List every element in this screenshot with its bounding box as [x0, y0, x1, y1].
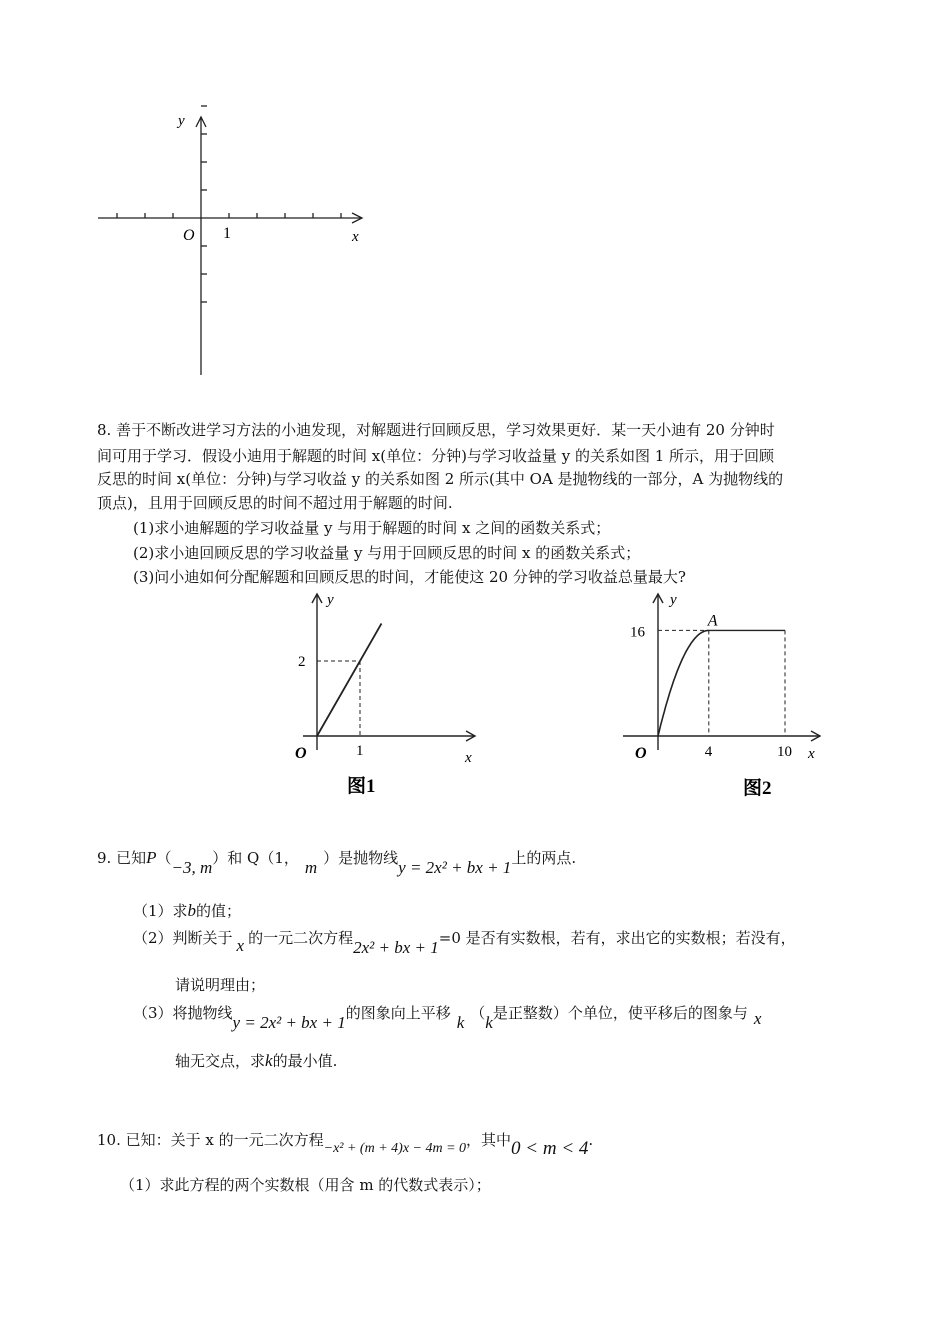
q8-line-2: 间可用于学习．假设小迪用于解题的时间 x(单位：分钟)与学习收益量 y 的关系如图 1 所示，用于回顾	[97, 447, 775, 465]
figure-2-chart	[615, 588, 830, 803]
fig2-parabola-oa	[658, 630, 709, 736]
grid-origin-label: O	[183, 227, 195, 244]
q10-condition: 0 < m < 4	[511, 1138, 589, 1159]
q9-point-p: −3, m	[171, 858, 213, 877]
fig1-origin-label: O	[295, 745, 307, 762]
q8-line-3: 反思的时间 x(单位：分钟)与学习收益 y 的关系如图 2 所示(其中 OA 是抛物线的一部分，A 为抛物线的	[97, 470, 784, 488]
q9-sub-2: （2）判断关于 x 的一元二次方程2x² + bx + 1=0 是否有实数根，若有，求出它的实数根；若没有，	[133, 929, 796, 957]
fig1-x-label: x	[465, 750, 472, 766]
fig2-caption: 图2	[743, 778, 772, 799]
fig1-y-tick-2: 2	[298, 654, 306, 670]
fig2-x-tick-10: 10	[777, 744, 792, 760]
q9-sub-3-cont: 轴无交点，求k的最小值.	[175, 1051, 338, 1070]
fig1-x-tick-1: 1	[356, 743, 364, 759]
q9-parabola-eq-2: y = 2x² + bx + 1	[232, 1013, 346, 1032]
grid-one-label: 1	[223, 225, 231, 242]
fig1-y-label: y	[327, 592, 334, 608]
fig1-series-line	[317, 624, 382, 737]
fig2-x-label: x	[808, 746, 815, 762]
q8-sub-2: (2)求小迪回顾反思的学习收益量 y 与用于回顾反思的时间 x 的函数关系式；	[133, 544, 641, 562]
fig2-y-tick-16: 16	[630, 624, 645, 641]
q9-quadratic-eq: 2x² + bx + 1	[353, 938, 439, 957]
fig1-caption: 图1	[347, 776, 376, 797]
q10-sub-1: （1）求此方程的两个实数根（用含 m 的代数式表示）；	[120, 1176, 491, 1194]
q10-line-1: 10. 已知：关于 x 的一元二次方程−x² + (m + 4)x − 4m = 0，其中0 < m < 4.	[97, 1131, 594, 1159]
fig2-x-tick-4: 4	[704, 744, 713, 760]
q8-line-4: 顶点)，且用于回顾反思的时间不超过用于解题的时间.	[97, 494, 453, 512]
fig2-y-label: y	[670, 592, 677, 608]
q8-sub-3: (3)问小迪如何分配解题和回顾反思的时间，才能使这 20 分钟的学习收益总量最大?	[133, 568, 686, 586]
coordinate-grid	[90, 105, 380, 380]
q9-line-1: 9. 已知P（−3, m）和 Q（1， m ）是抛物线y = 2x² + bx + 1上的两点.	[97, 848, 577, 877]
q8-line-1: 8. 善于不断改进学习方法的小迪发现，对解题进行回顾反思，学习效果更好．某一天小迪有 20 分钟时	[97, 421, 775, 439]
q9-sub-3: （3）将抛物线y = 2x² + bx + 1的图象向上平移 k （k是正整数）个单位，使平移后的图象与 x	[133, 1004, 762, 1032]
q10-equation: −x² + (m + 4)x − 4m = 0	[323, 1141, 467, 1156]
fig2-point-a-label: A	[707, 612, 718, 630]
grid-x-label: x	[352, 229, 359, 245]
grid-y-ticks	[201, 105, 207, 302]
q9-parabola-eq: y = 2x² + bx + 1	[398, 858, 512, 877]
q9-sub-2-cont: 请说明理由；	[175, 976, 266, 994]
fig2-origin-label: O	[635, 745, 647, 762]
q9-sub-1: （1）求b的值；	[133, 901, 242, 920]
figure-1-chart	[285, 588, 485, 803]
q8-sub-1: (1)求小迪解题的学习收益量 y 与用于解题的时间 x 之间的函数关系式；	[133, 519, 611, 537]
grid-x-ticks	[117, 213, 341, 218]
grid-y-label: y	[178, 113, 185, 129]
